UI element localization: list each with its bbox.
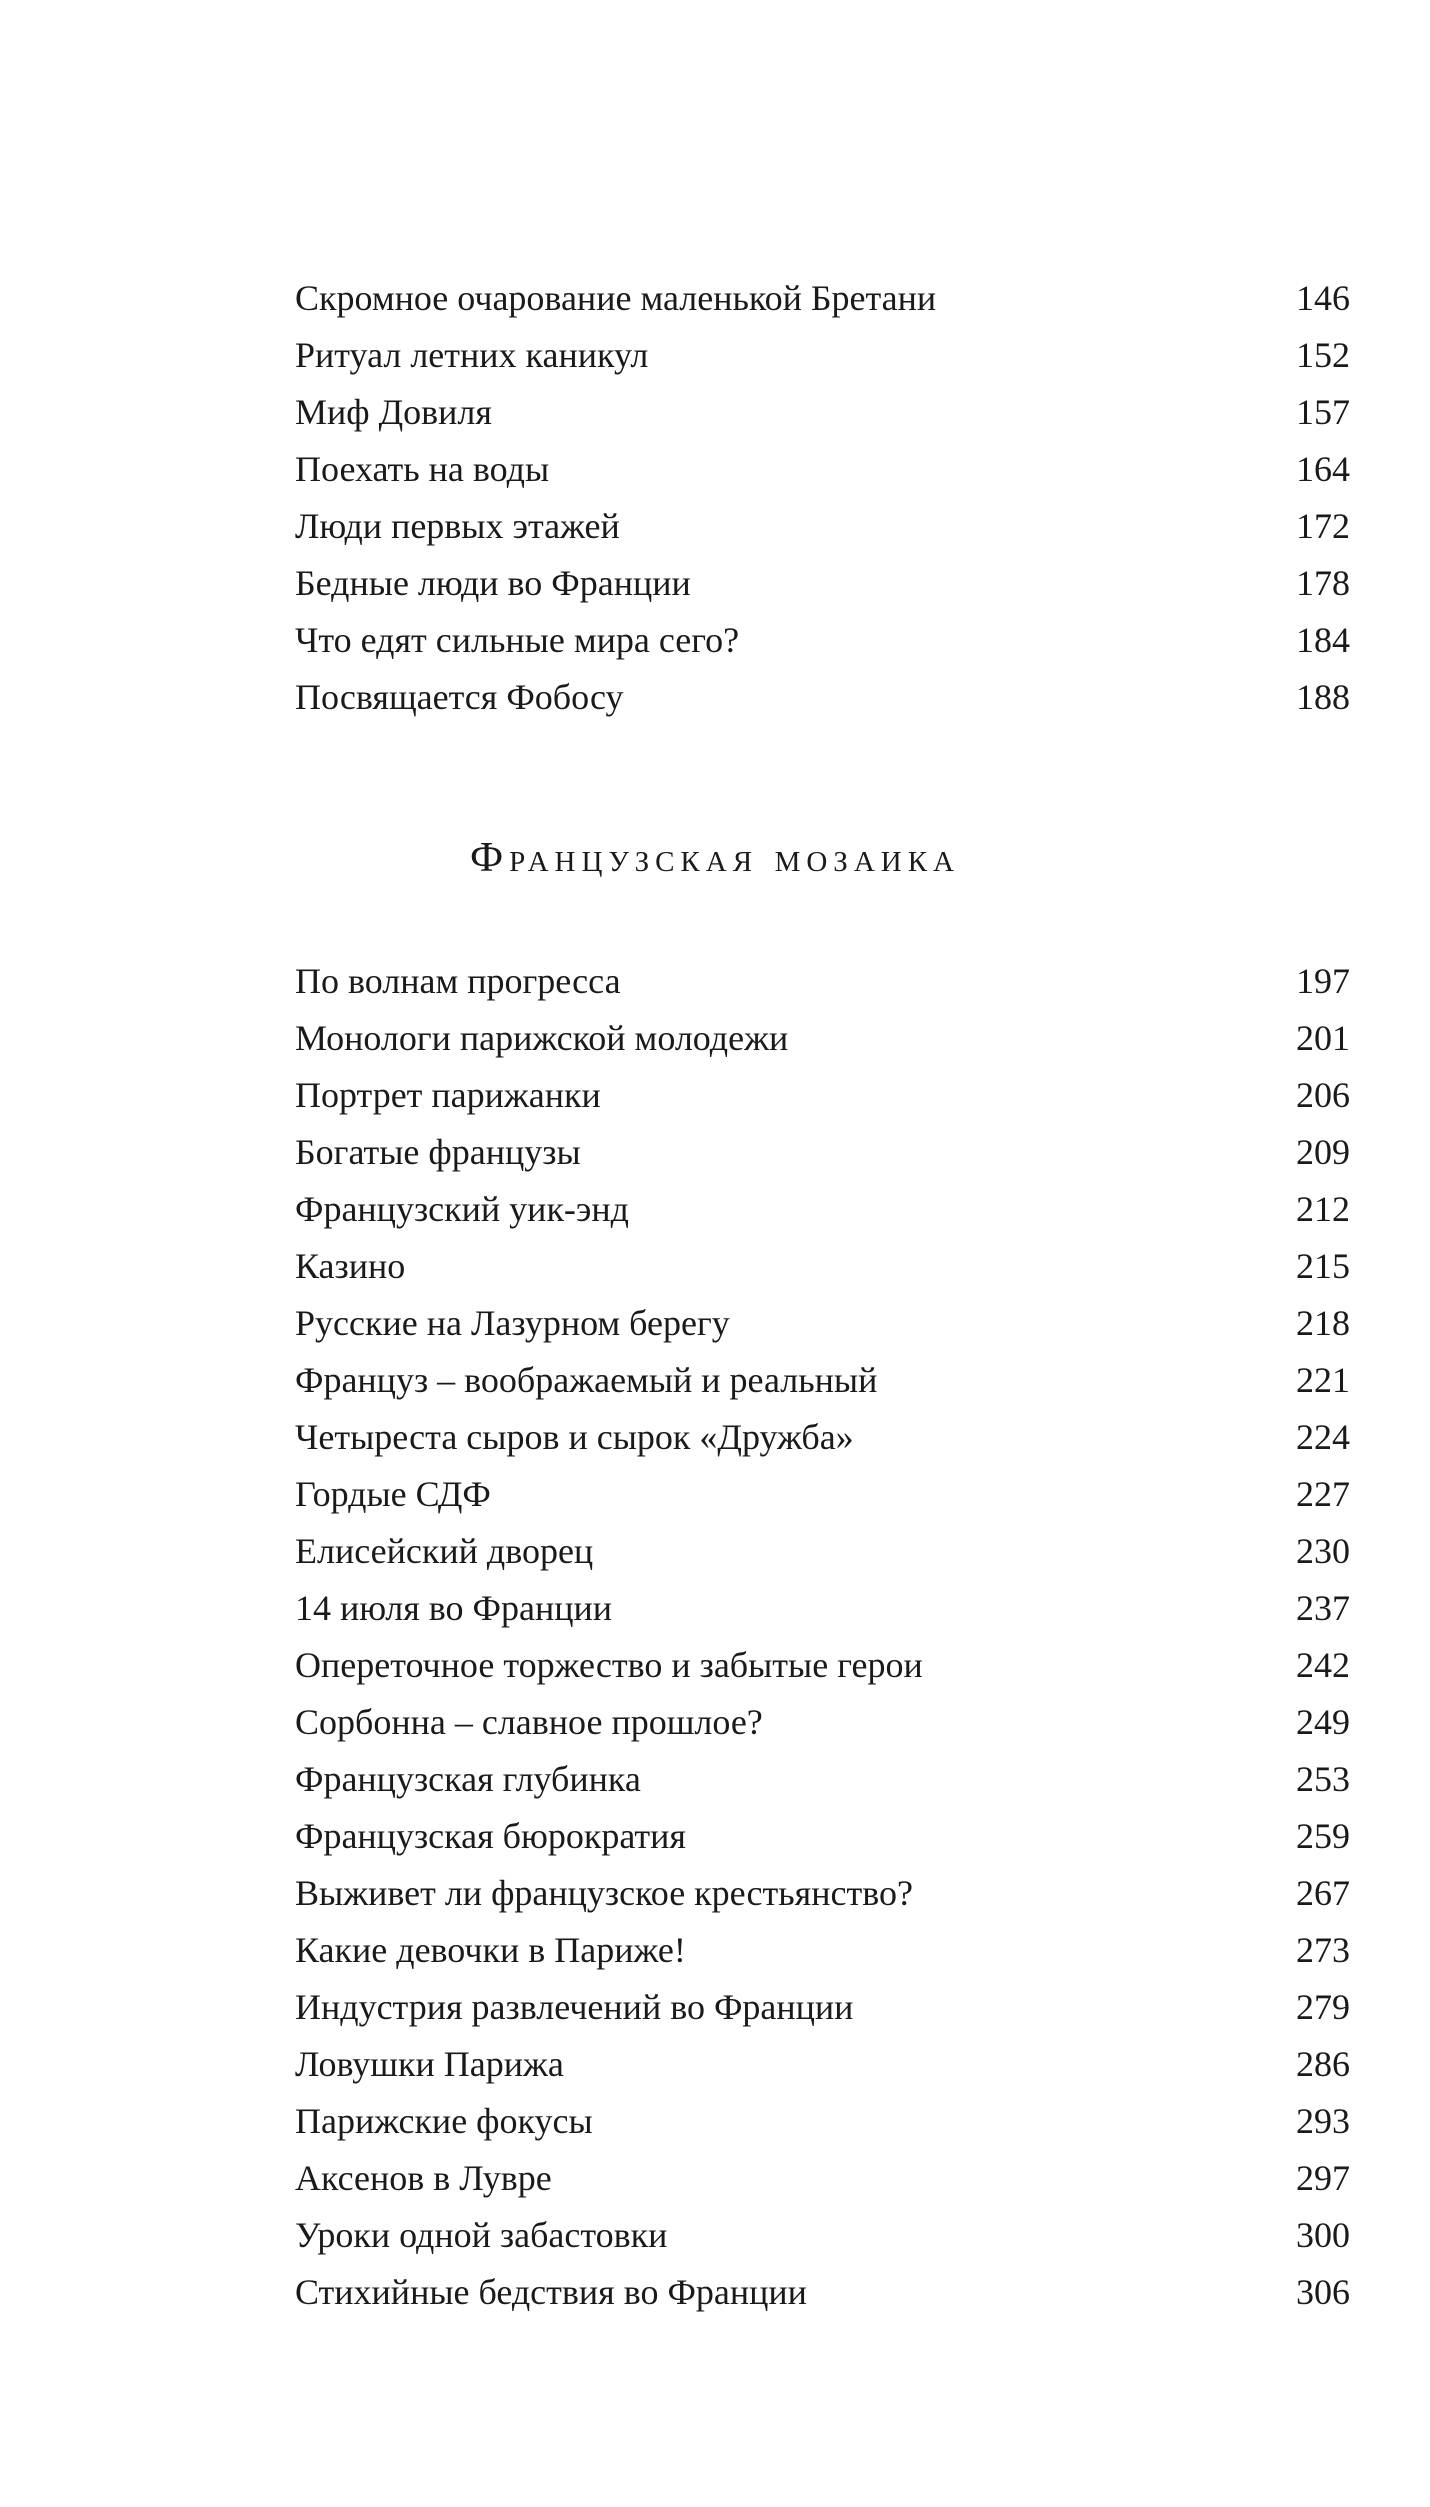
toc-entry-title: По волнам прогресса [295, 961, 621, 1001]
toc-entry-title: Люди первых этажей [295, 506, 620, 546]
toc-entry-title: Казино [295, 1246, 406, 1286]
toc-entry-page-number: 212 [1296, 1189, 1350, 1229]
toc-entry-page-number: 227 [1296, 1474, 1350, 1514]
toc-entry-title: Французская глубинка [295, 1759, 641, 1799]
toc-entry [295, 1979, 1350, 2036]
toc-entry-title: Аксенов в Лувре [295, 2158, 552, 2198]
toc-entry-title: Что едят сильные мира сего? [295, 620, 740, 660]
toc-entry-page-number: 267 [1296, 1873, 1350, 1913]
toc-entry-page-number: 306 [1296, 2272, 1350, 2312]
toc-entry-title: Ловушки Парижа [295, 2044, 564, 2084]
toc-entry-title: Посвящается Фобосу [295, 677, 624, 717]
toc-entry [295, 953, 1350, 1010]
toc-entry-title: Миф Довиля [295, 392, 492, 432]
toc-entry [295, 1580, 1350, 1637]
toc-entry-page-number: 201 [1296, 1018, 1350, 1058]
toc-entry [295, 1922, 1350, 1979]
toc-entry [295, 441, 1350, 498]
toc-entry-page-number: 197 [1296, 961, 1350, 1001]
toc-entry [295, 1694, 1350, 1751]
toc-entry-title: 14 июля во Франции [295, 1588, 613, 1628]
toc-entry [295, 1523, 1350, 1580]
toc-entry-title: Индустрия развлечений во Франции [295, 1987, 854, 2027]
toc-entry [295, 1409, 1350, 1466]
toc-entry-page-number: 152 [1296, 335, 1350, 375]
toc-entry-title: Поехать на воды [295, 449, 550, 489]
toc-entry [295, 1010, 1350, 1067]
toc-entry-title: Сорбонна – славное прошлое? [295, 1702, 763, 1742]
toc-entry [295, 555, 1350, 612]
toc-entry [295, 1295, 1350, 1352]
toc-entry-page-number: 206 [1296, 1075, 1350, 1115]
toc-entry [295, 1865, 1350, 1922]
toc-entry-page-number: 249 [1296, 1702, 1350, 1742]
toc-entry-title: Француз – воображаемый и реальный [295, 1360, 878, 1400]
toc-entry-title: Елисейский дворец [295, 1531, 594, 1571]
toc-entry [295, 2093, 1350, 2150]
toc-entry-title: Портрет парижанки [295, 1075, 601, 1115]
toc-entry [295, 498, 1350, 555]
toc-entry-title: Четыреста сыров и сырок «Дружба» [295, 1417, 854, 1457]
toc-entry-title: Французский уик-энд [295, 1189, 629, 1229]
toc-entry-title: Какие девочки в Париже! [295, 1930, 686, 1970]
toc-entry-page-number: 259 [1296, 1816, 1350, 1856]
toc-entry [295, 384, 1350, 441]
toc-entry-page-number: 172 [1296, 506, 1350, 546]
section-heading: Французская мозаика [469, 835, 960, 881]
toc-entry-title: Парижские фокусы [295, 2101, 593, 2141]
toc-entry-page-number: 188 [1296, 677, 1350, 717]
toc-entry [295, 1124, 1350, 1181]
toc-entry-page-number: 221 [1296, 1360, 1350, 1400]
toc-entry-page-number: 157 [1296, 392, 1350, 432]
toc-entry-title: Монологи парижской молодежи [295, 1018, 789, 1058]
toc-entry [295, 2264, 1350, 2321]
toc-entry-title: Ритуал летних каникул [295, 335, 649, 375]
toc-entry [295, 327, 1350, 384]
toc-entry-page-number: 184 [1296, 620, 1350, 660]
toc-entry-title: Стихийные бедствия во Франции [295, 2272, 807, 2312]
toc-entry [295, 1181, 1350, 1238]
toc-entry-title: Опереточное торжество и забытые герои [295, 1645, 923, 1685]
toc-entry [295, 1238, 1350, 1295]
toc-entry-page-number: 164 [1296, 449, 1350, 489]
toc-entry-page-number: 178 [1296, 563, 1350, 603]
toc-list-part-one [295, 270, 1350, 726]
toc-entry-page-number: 218 [1296, 1303, 1350, 1343]
toc-entry-title: Богатые французы [295, 1132, 581, 1172]
toc-entry [295, 1751, 1350, 1808]
toc-entry [295, 2207, 1350, 2264]
toc-entry-page-number: 209 [1296, 1132, 1350, 1172]
toc-entry-title: Французская бюрократия [295, 1816, 686, 1856]
toc-entry-page-number: 273 [1296, 1930, 1350, 1970]
toc-entry-page-number: 279 [1296, 1987, 1350, 2027]
toc-entry [295, 1067, 1350, 1124]
toc-entry-title: Бедные люди во Франции [295, 563, 691, 603]
toc-entry-title: Выживет ли французское крестьянство? [295, 1873, 913, 1913]
toc-entry-page-number: 215 [1296, 1246, 1350, 1286]
toc-entry-page-number: 242 [1296, 1645, 1350, 1685]
toc-list-part-two [295, 953, 1350, 2321]
toc-entry-page-number: 224 [1296, 1417, 1350, 1457]
toc-entry-page-number: 253 [1296, 1759, 1350, 1799]
toc-entry-page-number: 237 [1296, 1588, 1350, 1628]
toc-entry-title: Уроки одной забастовки [295, 2215, 668, 2255]
toc-entry-page-number: 293 [1296, 2101, 1350, 2141]
toc-entry-page-number: 300 [1296, 2215, 1350, 2255]
toc-entry-title: Гордые СДФ [295, 1474, 491, 1514]
toc-entry [295, 1466, 1350, 1523]
toc-entry-page-number: 146 [1296, 278, 1350, 318]
toc-entry [295, 1808, 1350, 1865]
toc-entry-page-number: 297 [1296, 2158, 1350, 2198]
toc-entry [295, 2036, 1350, 2093]
toc-entry-page-number: 286 [1296, 2044, 1350, 2084]
toc-entry-title: Русские на Лазурном берегу [295, 1303, 730, 1343]
toc-entry-title: Скромное очарование маленькой Бретани [295, 278, 937, 318]
toc-entry [295, 1352, 1350, 1409]
toc-entry [295, 1637, 1350, 1694]
toc-entry-page-number: 230 [1296, 1531, 1350, 1571]
toc-entry [295, 669, 1350, 726]
toc-entry [295, 270, 1350, 327]
toc-entry [295, 2150, 1350, 2207]
toc-entry [295, 612, 1350, 669]
